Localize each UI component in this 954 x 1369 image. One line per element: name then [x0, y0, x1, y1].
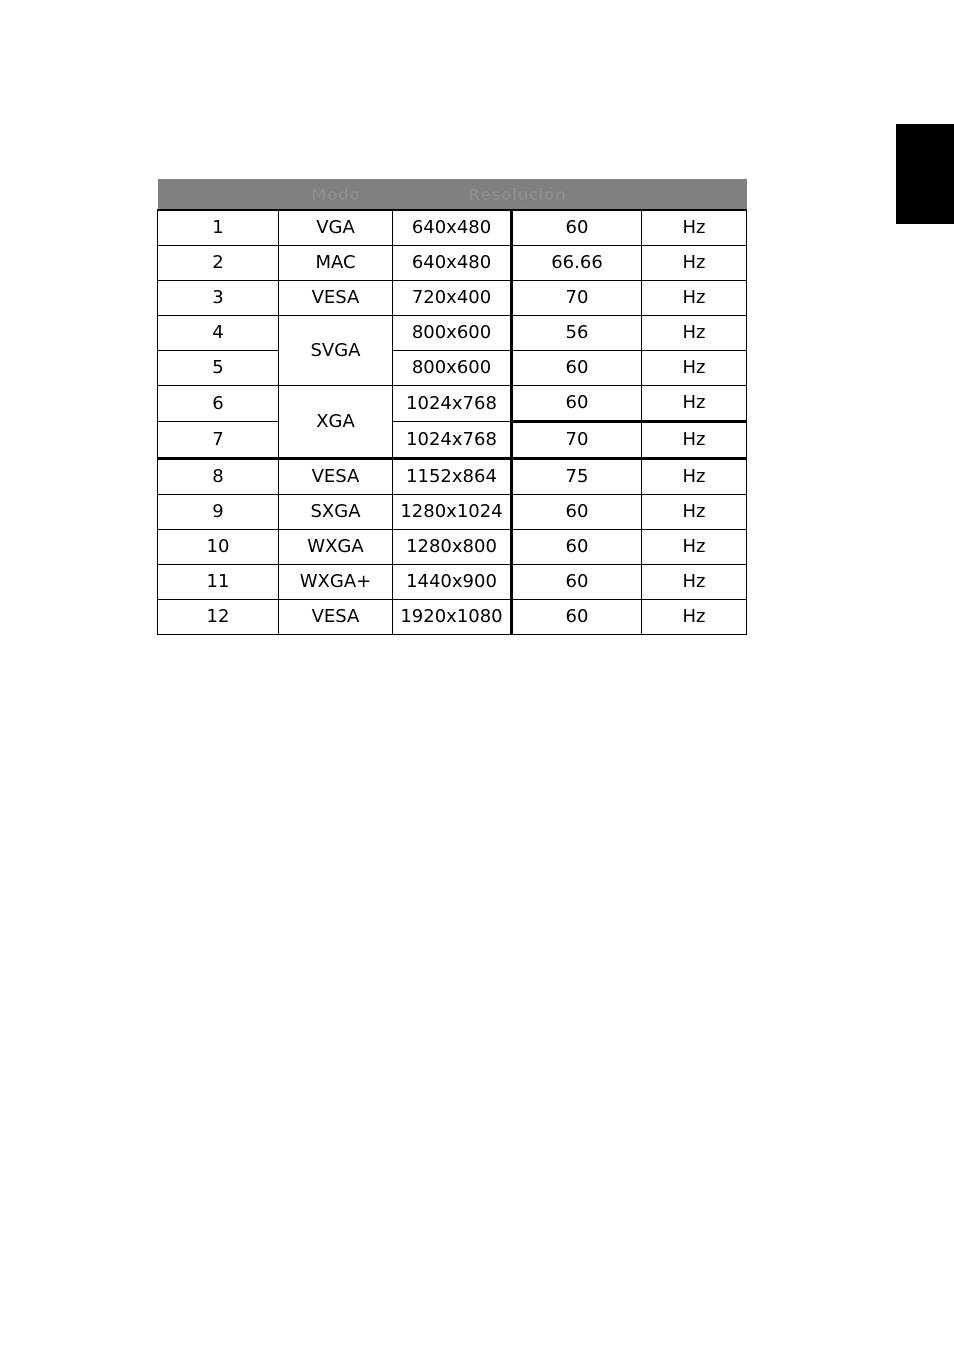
row-number: 4 — [158, 316, 279, 351]
refresh-rate-cell: 56 — [512, 316, 642, 351]
refresh-rate-cell: 75 — [512, 459, 642, 495]
resolution-cell: 640x480 — [393, 246, 512, 281]
refresh-rate-cell: 60 — [512, 351, 642, 386]
refresh-rate-cell: 60 — [512, 495, 642, 530]
refresh-rate-cell: 70 — [512, 422, 642, 459]
table-row — [158, 459, 747, 495]
header-cell-number — [158, 179, 279, 210]
resolution-cell: 800x600 — [393, 316, 512, 351]
unit-cell: Hz — [642, 281, 747, 316]
mode-cell: VESA — [279, 459, 393, 495]
table-row — [158, 495, 747, 530]
unit-cell: Hz — [642, 422, 747, 459]
table-row — [158, 386, 747, 422]
row-number: 11 — [158, 565, 279, 600]
table-row — [158, 210, 747, 246]
unit-cell: Hz — [642, 351, 747, 386]
unit-cell: Hz — [642, 210, 747, 246]
table-row — [158, 246, 747, 281]
table-row — [158, 530, 747, 565]
resolution-cell: 1280x1024 — [393, 495, 512, 530]
header-cell-mode: Modo — [279, 179, 393, 210]
mode-cell: VESA — [279, 600, 393, 635]
unit-cell: Hz — [642, 565, 747, 600]
mode-cell-xga: XGA — [279, 386, 393, 459]
resolution-cell: 1920x1080 — [393, 600, 512, 635]
mode-cell: WXGA+ — [279, 565, 393, 600]
row-number: 6 — [158, 386, 279, 422]
table-row — [158, 565, 747, 600]
row-number: 9 — [158, 495, 279, 530]
refresh-rate-cell: 60 — [512, 386, 642, 422]
resolution-cell: 1280x800 — [393, 530, 512, 565]
row-number: 1 — [158, 210, 279, 246]
resolution-cell: 1152x864 — [393, 459, 512, 495]
table-row — [158, 422, 747, 459]
mode-cell: VESA — [279, 281, 393, 316]
mode-cell: VGA — [279, 210, 393, 246]
unit-cell: Hz — [642, 386, 747, 422]
unit-cell: Hz — [642, 530, 747, 565]
row-number: 8 — [158, 459, 279, 495]
unit-cell: Hz — [642, 246, 747, 281]
mode-cell: WXGA — [279, 530, 393, 565]
unit-cell: Hz — [642, 316, 747, 351]
row-number: 2 — [158, 246, 279, 281]
refresh-rate-cell: 70 — [512, 281, 642, 316]
mode-cell: MAC — [279, 246, 393, 281]
mode-cell-svga: SVGA — [279, 316, 393, 386]
refresh-rate-cell: 60 — [512, 210, 642, 246]
table-row — [158, 316, 747, 351]
table-header-row — [158, 179, 747, 210]
row-number: 3 — [158, 281, 279, 316]
resolution-cell: 800x600 — [393, 351, 512, 386]
unit-cell: Hz — [642, 459, 747, 495]
header-cell-resolution: Resolución — [393, 179, 642, 210]
resolution-cell: 1024x768 — [393, 422, 512, 459]
header-cell-unit — [642, 179, 747, 210]
resolution-cell: 1440x900 — [393, 565, 512, 600]
unit-cell: Hz — [642, 600, 747, 635]
refresh-rate-cell: 60 — [512, 565, 642, 600]
mode-cell: SXGA — [279, 495, 393, 530]
row-number: 10 — [158, 530, 279, 565]
language-side-tab — [896, 124, 954, 224]
refresh-rate-cell: 66.66 — [512, 246, 642, 281]
table-row — [158, 600, 747, 635]
table-row — [158, 351, 747, 386]
refresh-rate-cell: 60 — [512, 600, 642, 635]
resolution-cell: 1024x768 — [393, 386, 512, 422]
row-number: 7 — [158, 422, 279, 459]
resolution-cell: 640x480 — [393, 210, 512, 246]
refresh-rate-cell: 60 — [512, 530, 642, 565]
row-number: 5 — [158, 351, 279, 386]
table-row — [158, 281, 747, 316]
row-number: 12 — [158, 600, 279, 635]
display-modes-table — [157, 179, 747, 635]
resolution-cell: 720x400 — [393, 281, 512, 316]
unit-cell: Hz — [642, 495, 747, 530]
